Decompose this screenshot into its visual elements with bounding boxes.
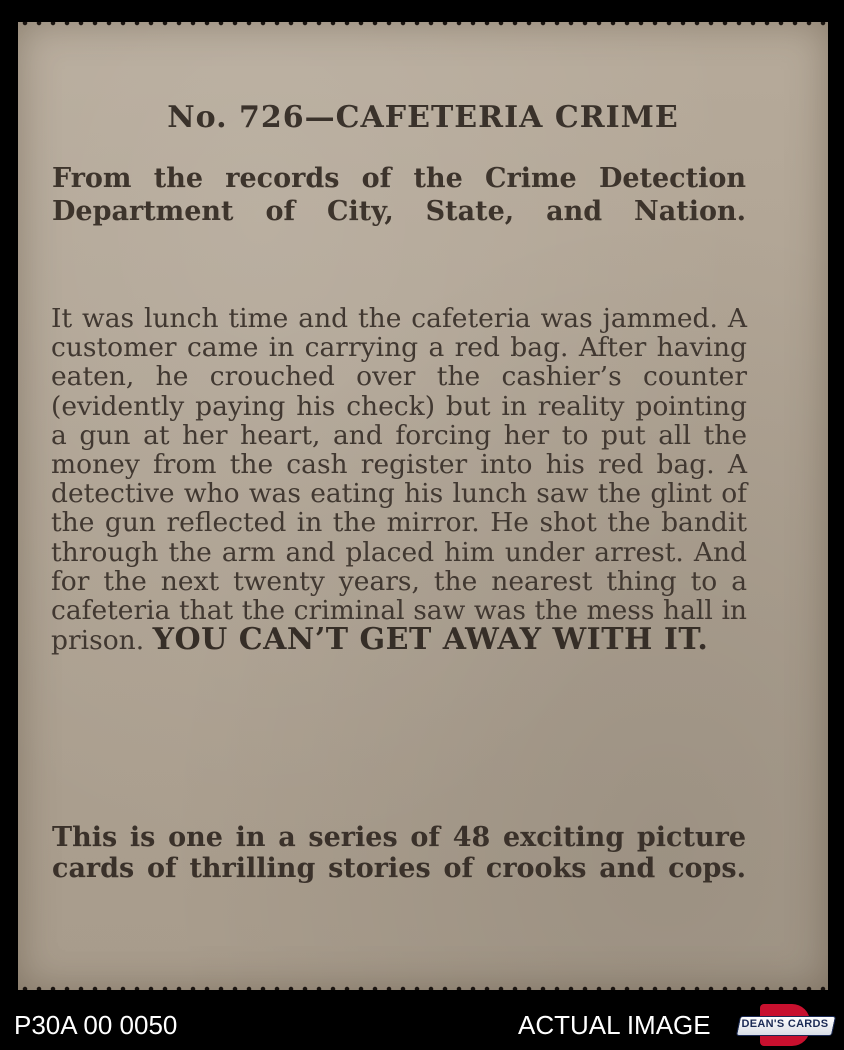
card-title: No. 726—CAFETERIA CRIME [167, 100, 679, 135]
perforated-edge-bottom [18, 986, 828, 990]
story-text [51, 303, 747, 658]
logo-text: DEAN'S CARDS [741, 1018, 829, 1030]
deans-cards-logo[interactable] [738, 1004, 832, 1046]
inventory-code: P30A 00 0050 [14, 1010, 178, 1040]
perforated-edge-top [18, 22, 828, 26]
actual-image-label: ACTUAL IMAGE [518, 1010, 711, 1040]
story-body: It was lunch time and the cafeteria was jammed. A customer came in carrying a red bag. After having eaten, he crouched over the cashier’s counter (evidently paying his check) but in reality pointing a gun at her heart, and forcing her to put all the money from the cash register into his red bag. A detective who was eating his lunch saw the glint of the gun reflected in the mirror. He shot the bandit through the arm and placed him under arrest. And for the next twenty years, the nearest thing to a cafeteria that the criminal saw was the mess hall in prison. [51, 303, 747, 657]
source-line: From the records of the Crime Detection Department of City, State, and Nation. [52, 163, 746, 227]
story-tagline: YOU CAN’T GET AWAY WITH IT. [152, 622, 709, 658]
trading-card-back [18, 22, 828, 990]
series-note: This is one in a series of 48 exciting picture cards of thrilling stories of crooks and cops. [52, 822, 746, 884]
